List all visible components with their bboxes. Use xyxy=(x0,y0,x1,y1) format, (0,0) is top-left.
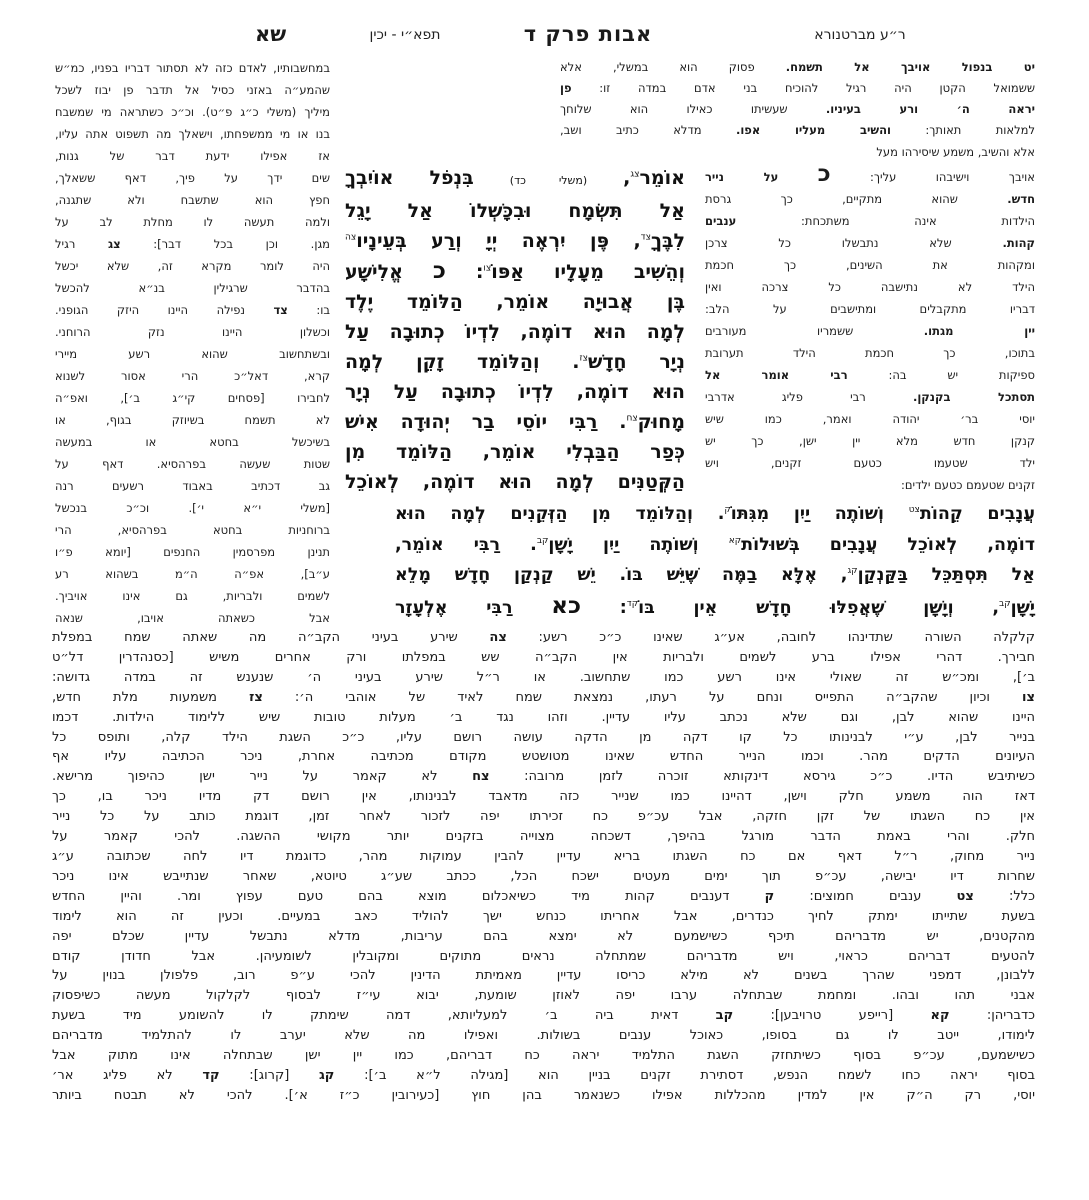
mishnah-wide-block xyxy=(395,499,1035,623)
text-line: תנינן מפרסמין החנפים [יומא פ״ו xyxy=(55,545,330,559)
text-line: קלקלה השורה שתדינהו לחובה, אע״ג שאינו כ״כ רשע: צה שירע בעיני הקב״ה מה שאתה שמח במפלת xyxy=(52,630,1035,645)
mishnah-column xyxy=(345,163,685,497)
text-line: למלאות תאותך: והשיב מעליו אפו. מדלא כתיב ושב, xyxy=(560,123,1036,137)
text-line: בתוכו, כך חכמת הילד תערובת xyxy=(705,346,1035,360)
text-line: במחשבותיו, לאדם כזה לא תסתור דבריו בפניו, כמ״ש xyxy=(55,61,330,75)
text-line: חפץ הוא שתשבח ולא שתגנה, xyxy=(55,193,330,207)
text-line: יָשָׁן$^{קב}$, וְיָשָׁן שֶׁאֲפִלּוּ חָדָשׁ אֵין בּוֹ$^{קד}$: כא רַבִּי אֶלְעָזָר xyxy=(395,592,1036,619)
text-line: קרא, דאל״כ הרי אסור לשנוא xyxy=(55,369,330,383)
text-line: נייר מחוק, ר״ל דאף אם כח השגתו בריא עדיין להבין עמוקות מהר, כדוגמת דיו לחה שכתובה ע״ג xyxy=(52,848,1035,864)
text-line: בשיכשל בחטא או במעשה xyxy=(55,435,330,449)
text-line: ולמה תעשה לו מחלת לב על xyxy=(55,215,330,229)
text-line: קנקן חדש מלא יין ישן, כך יש xyxy=(705,434,1035,448)
text-line: לא תשמח בשיוזק בגוף, או xyxy=(55,413,330,427)
text-line: גב דכתיב באבוד רשעים רנה xyxy=(55,479,330,493)
text-line: בנו או מי ממשפחתו, וישאלך מה תשפוט אתה עליו, xyxy=(55,127,330,141)
text-line: שחרות דיו יבישה, עכ״פ תוך ימים מעטים ישכח הכל, ככתב שע״ג טיוטא, שאחר שנתייבש אינו ניכר xyxy=(52,868,1035,884)
text-line: וְהֵשִׁיב מֵעָלָיו אַפּוֹ$^{צו}$: כ אֱלִישָׁע xyxy=(345,258,686,284)
text-line: [משלי י״א י׳]. וכ״כ בנכשל xyxy=(55,501,330,515)
bartenura-column xyxy=(705,141,1035,496)
page-number: שא xyxy=(255,22,287,46)
text-line: כשיתיבש הדיו. כ״כ גירסא דינקותא זוכרה לזמן מרובה: צח לא קאמר על נייר ישן כהיפוך מרישא. xyxy=(52,769,1036,785)
text-line: אוֹמֵר$^{צג}$, (משלי כד) בִּנְפֹל אוֹיִבְךָ xyxy=(345,167,685,189)
text-line: צו וכיון שהקב״ה התפייס ונחם על רעתו, נמצאת שמח לאיד של אוהבי ה׳: צז משמעות מלת חדש, xyxy=(52,689,1035,705)
text-line: הילדות אינה משתכחת: ענבים xyxy=(705,214,1035,228)
text-line: הַקְּטַנִּים לְמָה הוּא דוֹמֶה, לְאוֹכֵל xyxy=(345,471,685,493)
text-line: ילד שטעמו כטעם זקנים, ויש xyxy=(705,456,1035,470)
text-line: אלא והשיב, משמע שיסירהו מעל xyxy=(876,145,1035,159)
text-line: דוֹמֶה, לְאוֹכֵל עֲנָבִים בְּשׁוּלוֹת$^{קא}$ וְשׁוֹתֶה יַיִן יָשָׁן$^{קב}$. רַבִּי אוֹמֵר, xyxy=(395,534,1036,555)
text-line: וכשלון היינו נזק הרוחני. xyxy=(55,325,330,339)
text-line: להטעים דבריהם כראוי, ויש מדבריהם שמתחלה נראים מתוקים ומקובלין לשומעיהן. אבל חדודן קודם xyxy=(52,948,1035,964)
text-line: מגן. וכן בכל דבר]: צג רגיל xyxy=(55,237,330,251)
masechet-title: אבות פרק ד xyxy=(523,22,653,46)
text-line: לְמָה הוּא דוֹמֶה, לִדְיוֹ כְתוּבָה עַל xyxy=(345,321,685,343)
text-line: אבני תהו ובהו. ומחמת שבתחלה ערבו יפה לאוזן שומעת, יבוא עי״ז לבסוף לקלקול מעשה כשיפסוק xyxy=(52,988,1035,1004)
text-line: ע״ב], אפ״ה ה״מ בשהוא רע xyxy=(55,567,330,581)
text-line: מיליך (משלי כ״ג פ״ט). וכ״כ כשתראה מי שמשבח xyxy=(55,105,330,119)
text-line: בהדבר שרגילין בנ״א להכשל xyxy=(55,281,330,295)
text-line: ספיקות יש בה: רבי אומר אל xyxy=(705,368,1035,382)
yachin-column xyxy=(55,57,330,629)
text-line: זקנים שטעמם כטעם ילדים: xyxy=(901,478,1035,492)
text-line: ברוחניות בחטא בפרהסיא, הרי xyxy=(55,523,330,537)
text-line: כדבריהן: קא [רייפע טרויבען]: קב דאית ביה ב׳ למעליותא, דמה שימתק לו להשומע מיד בשעת xyxy=(52,1008,1035,1024)
text-line: ב׳], ומכ״ש זה שאולי אינו רשע כמו שתחשוב. או ר״ל שירע בעיני ה׳ שנענש זה במדה גדושה: xyxy=(52,669,1035,685)
text-line: כְּפַר הַבַּבְלִי אוֹמֵר, הַלּוֹמֵד מִן xyxy=(345,441,685,463)
text-line: העיונים הדקים מהר. וכמו הנייר החדש שאינו מטושטש מקודם מכתיבה אחרת, ניכר הכתיבה עליו אף xyxy=(52,749,1035,765)
text-line: בשעת שתייתו ימתק לחיך כנדרים, אבל אחריתו כנחש ישך להוליד כאב במעיים. וכעין זה הוא לימוד xyxy=(52,908,1035,924)
text-line: קהות. שלא נתבשלו כל צרכן xyxy=(705,236,1035,250)
text-line: בֶּן אֲבוּיָה אוֹמֵר, הַלּוֹמֵד יֶלֶד xyxy=(345,291,685,313)
text-line: יין מגתו. ששמריו מעורבים xyxy=(705,324,1035,338)
text-line: בנייר לבן, ע״י לבנינותו כל קו דקה מן הדקה עושה רושם עליו, כ״כ השגת הילד קלה, ותופס כל xyxy=(52,729,1035,745)
text-line: יוסי בר׳ יהודה ואמר, כמו שיש xyxy=(705,412,1035,426)
commentary-label-yachin: תפא״י - יכין xyxy=(369,27,441,43)
text-line: לימודו, ייטב לו גם בסופו, כאוכל ענבים בשולות. ואפילו מה שלא יערב לו להתלמיד מדבריהם xyxy=(52,1028,1035,1044)
bartenura-wide-block xyxy=(560,57,1035,141)
text-line: דבריו מתקבלים ומתישבים על הלב: xyxy=(705,302,1035,316)
text-line: אַל תִּסְתַּכֵּל בַּקַּנְקַן$^{קג}$, אֶלָּא בַמֶּה שֶּׁיֵּשׁ בּוֹ. יֵשׁ קַנְקַן חָדָשׁ מָלֵא xyxy=(395,565,1035,585)
text-line: הוּא דוֹמֶה, לִדְיוֹ כְתוּבָה עַל נְיָר xyxy=(345,381,685,403)
text-line: שהמע״ה באזני כסיל אל תדבר פן יבוז לשכל xyxy=(55,83,330,97)
text-line: אז אפילו ידעת דבר של גנות, xyxy=(55,149,330,163)
text-line: אַל תִּשְׂמָח וּבִכָּשְׁלוֹ אַל יָגֵל xyxy=(345,200,685,222)
text-line: לחבירו [פסחים קי״ג ב׳], ואפ״ה xyxy=(55,391,330,405)
text-line: יט בנפול אויבך אל תשמח. פסוק הוא במשלי, אלא xyxy=(560,60,1035,74)
text-line: ובשתחשוב שהוא רשע מיירי xyxy=(55,347,330,361)
text-line: שים ידך על פיך, דאף ששאלך, xyxy=(55,171,330,185)
text-line: תסתכל בקנקן. רבי פליג אדרבי xyxy=(705,390,1035,404)
text-line: בו: צד נפילה היינו היזק הגופני. xyxy=(55,303,330,317)
text-line: חבירך. דהרי אפילו ברע לשמים ולבריות אין הקב״ה שש במפלתו ורק אחרים משיש [כסנהדרין דל״ט xyxy=(52,649,1035,665)
text-line: לשמים ולבריות, גם אינו אויביך. xyxy=(55,589,330,603)
text-line: היה לומר מקרא זה, שלא יכשל xyxy=(55,259,330,273)
text-line: דאז הוה משמע חלק וישן, דהיינו כמו שנייר כזה מדאבד לבנינותו, אין רושם דק מדיו ניכר בו, כך xyxy=(52,789,1035,805)
text-line: הילד לא נתישבה כל צרכה ואין xyxy=(705,280,1035,294)
text-line: היינו שהוא לבן, וגם שלא נכתב עליו עדיין. וזהו נגד ב׳ מעלות טובות שיש ללימוד הילדות. דכמו xyxy=(52,709,1035,725)
text-line: אבל כשאתה אויבו, שנאה xyxy=(55,611,330,625)
text-line: אויבך וישיבהו עליך: כ על נייר xyxy=(705,161,1035,187)
text-line: חדש. שהוא מתקיים, כך גרסת xyxy=(705,192,1035,206)
text-line: כלל: צט ענבים חמוצים: ק דענבים קהות מיד כשיאכלום מוצא בהם טעם עפוץ ומר. והיין החדש xyxy=(52,888,1035,904)
text-line: יראה ה׳ ורע בעיניו. שעשיתו כאילו הוא שלוחך xyxy=(560,102,1036,116)
bottom-commentary-block xyxy=(52,628,1035,1106)
text-line: מהקטנים, יש מדבריהם תיכף כשישמעם לא ימצא בהם עריבות, מדלא נתבשל עדיין שכלם יפה xyxy=(52,928,1035,944)
text-line: שטות שעשה בפרהסיא. דאף על xyxy=(55,457,330,471)
text-line: לִבֶּךָ$^{צד}$, פֶּן יִרְאֶה יְיָ וְרַע בְּעֵינָיו$^{צה}$ xyxy=(345,230,685,252)
text-line: נְיָר חָדָשׁ$^{צז}$. וְהַלּוֹמֵד זָקֵן לְמָה xyxy=(345,351,686,373)
text-line: ששמואל הקטן היה רגיל להוכיח בני אדם במדה זו: פן xyxy=(560,81,1035,95)
text-line: כשישמעם, עכ״פ בסוף כשיתחזק השגת התלמיד יראה כח דבריהם, כמו יין ישן שבתחלה אינו מתוק אבל xyxy=(52,1048,1035,1064)
text-line: בסוף יראה כחו לשמח הנפש, דסתירת זקנים בניין הוא [מגילה ל״א ב׳]: קג [קרוג]: קד לא פליג אר׳ xyxy=(52,1067,1036,1083)
text-line: עֲנָבִים קֵהוֹת$^{צט}$ וְשׁוֹתֶה יַיִן מִגִּתּוֹ$^ק$. וְהַלּוֹמֵד מִן הַזְּקֵנִים לְמָה הוּא xyxy=(395,504,1035,524)
text-line: יוסי, רק ה״ק אין למדין מהכללות אפילו כשנאמר בהן חוץ [כעירובין כ״ז א׳]. להכי לא תבטח ביותר xyxy=(52,1087,1035,1103)
page-header xyxy=(0,22,1089,56)
text-line: מָחוּק$^{צח}$. רַבִּי יוֹסֵי בַר יְהוּדָה אִישׁ xyxy=(345,411,685,433)
text-line: חלק. והרי באמת הדבר מורגל בהיפך, דשכחה מצוייה בזקנים יותר מקושי ההשגה. להכי קאמר על xyxy=(52,829,1035,845)
text-line: ללבונן, דמפני שהרך בשנים לא מילא כריסו עדיין מאמיתת הדינין להכי ע״פ רוב, פלפולן בנוין על xyxy=(52,968,1035,984)
text-line: אין כח השגתו של זקן חזקה, אבל עכ״פ כח זכירתו יפה לזכור לאחר זמן, דוגמת כותב על כל נייר xyxy=(52,809,1035,825)
commentary-label-bartenura: ר״ע מברטנורא xyxy=(814,27,906,43)
text-line: ומקהות את השינים, כך חכמת xyxy=(705,258,1035,272)
